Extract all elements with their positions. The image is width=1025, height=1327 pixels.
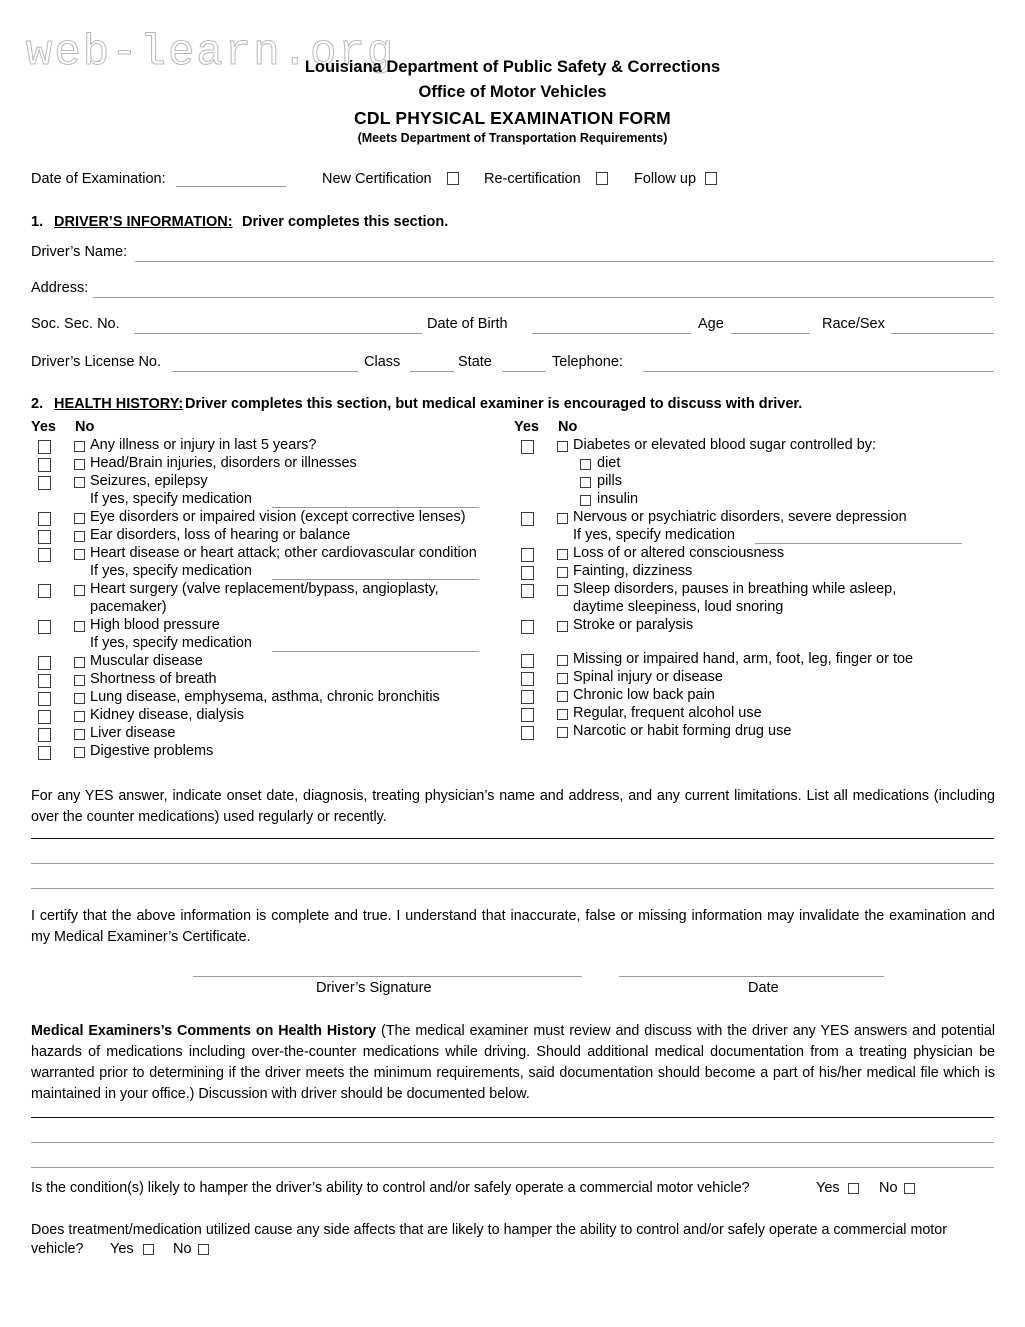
left_items-no-checkbox[interactable] [74,459,85,470]
left_items-yes-checkbox[interactable] [38,458,51,472]
left_items-yes-checkbox[interactable] [38,710,51,724]
ssn-label: Soc. Sec. No. [31,316,120,332]
recertification-checkbox[interactable] [596,172,608,185]
right_items-yes-checkbox[interactable] [521,548,534,562]
left-col-no-header: No [75,419,95,435]
form-subtitle: (Meets Department of Transportation Requirements) [357,131,668,145]
examiner-comments-paragraph [31,1021,995,1105]
left_items-yes-checkbox[interactable] [38,656,51,670]
left_items-no-checkbox[interactable] [74,585,85,596]
drivers-signature-label: Driver’s Signature [316,980,432,996]
left_items-no-checkbox[interactable] [74,513,85,524]
health-history-item-label: Liver disease [90,725,176,741]
health-history-item-label: Any illness or injury in last 5 years? [90,437,317,453]
examiner-comments-line-1[interactable] [31,1117,994,1118]
recertification-label: Re-certification [484,171,581,187]
health-history-item-label: Digestive problems [90,743,214,759]
yes-answer-note: For any YES answer, indicate onset date, diagnosis, treating physician’s name and address, and any current limitations. List all medications (including over the counter medications) used regularly or recently. [31,788,995,825]
specify-medication-label: If yes, specify medication [90,635,252,651]
left_items-no-checkbox[interactable] [74,675,85,686]
health-history-item-label: Head/Brain injuries, disorders or illnesses [90,455,357,471]
right_items-no-checkbox[interactable] [557,673,568,684]
specify-medication-label: If yes, specify medication [573,527,735,543]
license-no-input[interactable] [172,371,358,372]
examiner-comments-line-3[interactable] [31,1167,994,1168]
drivers-name-input[interactable] [135,261,994,262]
left_items-yes-checkbox[interactable] [38,620,51,634]
health-history-item-label: High blood pressure [90,617,220,633]
specify-medication-label: If yes, specify medication [90,563,252,579]
right_items-yes-checkbox[interactable] [521,440,534,454]
diabetes-control-label: diet [597,455,621,471]
right_items-no-checkbox[interactable] [557,727,568,738]
health-history-item-label: Muscular disease [90,653,203,669]
telephone-label: Telephone: [552,354,623,370]
question2-text-line1: Does treatment/medication utilized cause any side affects that are likely to hamper the ability to control and/or safely operate a commercial motor [31,1222,947,1238]
examiner-comments-body: (The medical examiner must review and discuss with the driver any YES answers and potential hazards of medications including over-the-counter medications while driving. Should additional medical documentation from a treating physician be warranted prior to determining if the driver meets the minimum requirements, said documentation should become a part of his/her medical file which is maintained in your office.) Discussion with driver should be documented below. [31,1023,995,1102]
left_items-yes-checkbox[interactable] [38,548,51,562]
diabetes-control-label: insulin [597,491,639,507]
section2-title: HEALTH HISTORY: [54,396,184,412]
right_items-yes-checkbox[interactable] [521,708,534,722]
notes-line-1[interactable] [31,838,994,839]
specify-medication-input[interactable] [272,507,479,508]
right_items-no-checkbox[interactable] [557,709,568,720]
health-history-item-label: Stroke or paralysis [573,617,694,633]
follow-up-label: Follow up [634,171,697,187]
diabetes-control-checkbox[interactable] [580,495,591,506]
office-title: Office of Motor Vehicles [418,83,607,101]
section1-number: 1. [31,214,44,230]
class-input[interactable] [410,371,454,372]
health-history-item-label: Eye disorders or impaired vision (except corrective lenses) [90,509,466,525]
telephone-input[interactable] [643,371,994,372]
right_items-yes-checkbox[interactable] [521,690,534,704]
left_items-yes-checkbox[interactable] [38,476,51,490]
left_items-yes-checkbox[interactable] [38,674,51,688]
drivers-signature-line[interactable] [193,976,582,977]
right_items-no-checkbox[interactable] [557,585,568,596]
health-history-item-continuation: daytime sleepiness, loud snoring [573,599,784,615]
web-learn-watermark: web-learn.org [26,28,396,78]
health-history-item-label: Heart disease or heart attack; other cardiovascular condition [90,545,477,561]
right_items-yes-checkbox[interactable] [521,726,534,740]
right_items-no-checkbox[interactable] [557,691,568,702]
health-history-item-label: Missing or impaired hand, arm, foot, leg, finger or toe [573,651,914,667]
left_items-yes-checkbox[interactable] [38,692,51,706]
health-history-item-label: Sleep disorders, pauses in breathing while asleep, [573,581,897,597]
left_items-yes-checkbox[interactable] [38,530,51,544]
question2-yes-checkbox[interactable] [143,1244,154,1255]
agency-title: Louisiana Department of Public Safety & Corrections [304,58,721,76]
specify-medication-input[interactable] [755,543,962,544]
ssn-input[interactable] [134,333,422,334]
left_items-no-checkbox[interactable] [74,549,85,560]
question1-text: Is the condition(s) likely to hamper the driver’s ability to control and/or safely operate a commercial motor vehicle? [31,1180,750,1196]
date-of-examination-input[interactable] [176,186,286,187]
health-history-item-label: Kidney disease, dialysis [90,707,244,723]
right_items-no-checkbox[interactable] [557,655,568,666]
section1-subtitle: Driver completes this section. [242,214,449,230]
examiner-comments-line-2[interactable] [31,1142,994,1143]
health-history-item-label: Lung disease, emphysema, asthma, chronic bronchitis [90,689,440,705]
question2-no-checkbox[interactable] [198,1244,209,1255]
race-sex-input[interactable] [891,333,994,334]
right-col-yes-header: Yes [514,419,539,435]
health-history-item-continuation: pacemaker) [90,599,167,615]
right_items-no-checkbox[interactable] [557,621,568,632]
health-history-item-label: Spinal injury or disease [573,669,723,685]
form-title: CDL PHYSICAL EXAMINATION FORM [354,108,671,128]
notes-line-3[interactable] [31,888,994,889]
left_items-yes-checkbox[interactable] [38,728,51,742]
left-col-yes-header: Yes [31,419,56,435]
question2-no-label: No [173,1241,192,1257]
right_items-yes-checkbox[interactable] [521,672,534,686]
left_items-yes-checkbox[interactable] [38,584,51,598]
examiner-comments-lead: Medical Examiners’s Comments on Health History [31,1023,377,1039]
diabetes-control-checkbox[interactable] [580,459,591,470]
right_items-no-checkbox[interactable] [557,441,568,452]
address-input[interactable] [93,297,994,298]
left_items-no-checkbox[interactable] [74,729,85,740]
age-label: Age [698,316,724,332]
health-history-item-label: Fainting, dizziness [573,563,693,579]
right-col-no-header: No [558,419,578,435]
certification-statement: I certify that the above information is complete and true. I understand that inaccurate, false or missing information may invalidate the examination and my Medical Examiner’s Certificate. [31,908,995,945]
left_items-no-checkbox[interactable] [74,657,85,668]
health-history-item-label: Chronic low back pain [573,687,715,703]
right_items-yes-checkbox[interactable] [521,584,534,598]
right_items-no-checkbox[interactable] [557,513,568,524]
new-certification-label: New Certification [322,171,432,187]
left_items-no-checkbox[interactable] [74,621,85,632]
age-input[interactable] [731,333,810,334]
right_items-no-checkbox[interactable] [557,549,568,560]
address-label: Address: [31,280,89,296]
health-history-item-label: Loss of or altered consciousness [573,545,785,561]
left_items-yes-checkbox[interactable] [38,746,51,760]
class-label: Class [364,354,401,370]
license-no-label: Driver’s License No. [31,354,162,370]
health-history-item-label: Ear disorders, loss of hearing or balance [90,527,351,543]
health-history-item-label: Regular, frequent alcohol use [573,705,762,721]
diabetes-control-label: pills [597,473,622,489]
right_items-yes-checkbox[interactable] [521,620,534,634]
state-input[interactable] [502,371,546,372]
signature-date-label: Date [748,980,779,996]
health-history-item-label: Narcotic or habit forming drug use [573,723,792,739]
left_items-yes-checkbox[interactable] [38,440,51,454]
state-label: State [458,354,492,370]
right_items-yes-checkbox[interactable] [521,512,534,526]
specify-medication-input[interactable] [272,651,479,652]
left_items-yes-checkbox[interactable] [38,512,51,526]
left_items-no-checkbox[interactable] [74,531,85,542]
health-history-item-label: Shortness of breath [90,671,217,687]
health-history-item-label: Seizures, epilepsy [90,473,208,489]
race-sex-label: Race/Sex [822,316,885,332]
left_items-no-checkbox[interactable] [74,711,85,722]
question1-no-label: No [879,1180,898,1196]
date-of-examination-label: Date of Examination: [31,171,166,187]
diabetes-control-checkbox[interactable] [580,477,591,488]
signature-date-line[interactable] [619,976,884,977]
left_items-no-checkbox[interactable] [74,477,85,488]
section2-number: 2. [31,396,44,412]
question2-yes-label: Yes [110,1241,134,1257]
follow-up-checkbox[interactable] [705,172,717,185]
specify-medication-label: If yes, specify medication [90,491,252,507]
left_items-no-checkbox[interactable] [74,441,85,452]
dob-input[interactable] [532,333,691,334]
right_items-yes-checkbox[interactable] [521,566,534,580]
new-certification-checkbox[interactable] [447,172,459,185]
dob-label: Date of Birth [427,316,508,332]
specify-medication-input[interactable] [272,579,479,580]
section1-title: DRIVER’S INFORMATION: [54,214,233,230]
left_items-no-checkbox[interactable] [74,747,85,758]
left_items-no-checkbox[interactable] [74,693,85,704]
right_items-no-checkbox[interactable] [557,567,568,578]
question1-yes-checkbox[interactable] [848,1183,859,1194]
notes-line-2[interactable] [31,863,994,864]
question2-text-line2: vehicle? [31,1241,84,1257]
section2-subtitle: Driver completes this section, but medical examiner is encouraged to discuss with driver. [185,396,803,412]
health-history-item-label: Heart surgery (valve replacement/bypass, angioplasty, [90,581,439,597]
right_items-yes-checkbox[interactable] [521,654,534,668]
question1-yes-label: Yes [816,1180,840,1196]
health-history-item-label: Diabetes or elevated blood sugar controlled by: [573,437,877,453]
health-history-item-label: Nervous or psychiatric disorders, severe depression [573,509,907,525]
drivers-name-label: Driver’s Name: [31,244,128,260]
question1-no-checkbox[interactable] [904,1183,915,1194]
